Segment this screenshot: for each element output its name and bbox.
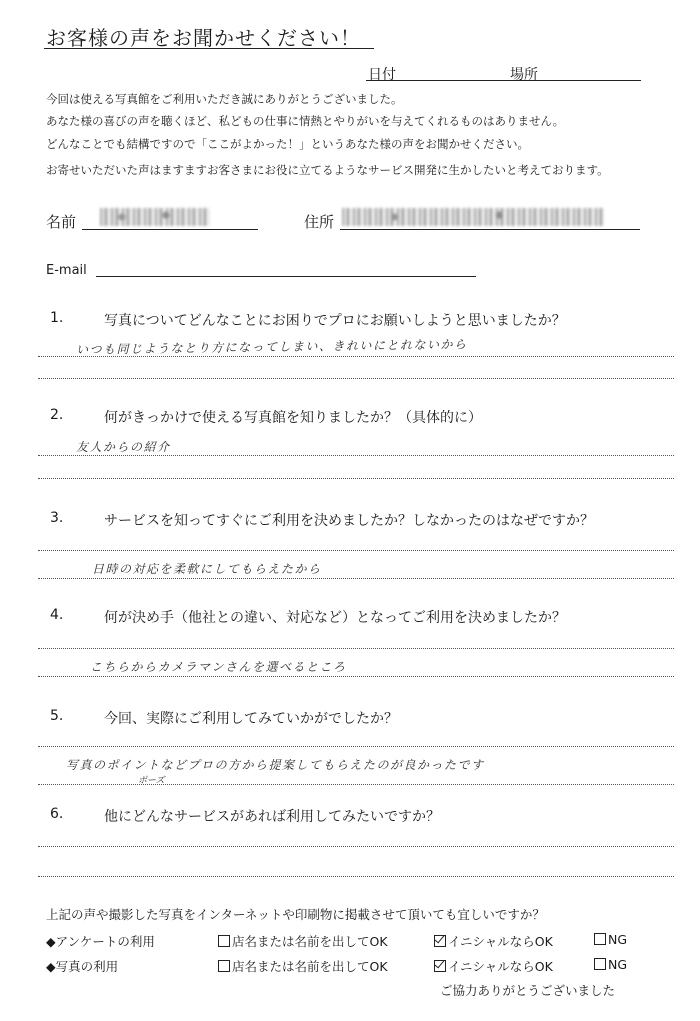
consent-option-ng[interactable]: NG [594,957,627,972]
consent-option-ng[interactable]: NG [594,932,627,947]
email-field[interactable] [96,276,476,277]
intro-line: お寄せいただいた声はますますお客さまにお役に立てるようなサービス開発に生かしたいと考えております。 [46,163,609,177]
answer-line[interactable] [38,356,674,357]
checkbox-icon[interactable] [218,935,230,947]
address-field[interactable] [340,229,640,230]
name-label: 名前 [46,213,77,231]
page-title: お客様の声をお聞かせください！ [46,26,361,50]
place-label: 場所 [510,67,538,83]
answer-line[interactable] [38,876,674,877]
title-underline [44,48,374,49]
handwritten-answer: 写真のポイントなどプロの方から提案してもらえたのが良かったです [66,758,485,772]
intro-line: どんなことでも結構ですので「ここがよかった！」というあなた様の声をお聞かせください。 [46,137,529,151]
question-number: 2. [50,407,64,423]
handwritten-note: ポーズ [138,776,165,786]
thanks-text: ご協力ありがとうございました [440,983,616,998]
consent-option-name[interactable]: 店名または名前を出してOK [218,957,388,975]
handwritten-answer: 友人からの紹介 [76,440,171,454]
answer-line[interactable] [38,846,674,847]
answer-line[interactable] [38,478,674,479]
question-number: 4. [50,607,64,623]
consent-row-label: ◆写真の利用 [46,959,119,974]
handwritten-answer: いつも同じようなとり方になってしまい、きれいにとれないから [75,337,468,357]
answer-line[interactable] [38,746,674,747]
question-number: 6. [50,806,64,822]
name-field[interactable] [82,229,258,230]
answer-line[interactable] [38,648,674,649]
date-place-line[interactable] [366,80,641,81]
consent-option-initial[interactable]: イニシャルならOK [434,932,553,950]
question-number: 1. [50,310,64,326]
question-text: サービスを知ってすぐにご利用を決めましたか？しなかったのはなぜですか？ [104,513,594,529]
handwritten-answer: 日時の対応を柔軟にしてもらえたから [92,562,322,576]
answer-line[interactable] [38,378,674,379]
checkbox-icon[interactable] [594,958,606,970]
question-text: 写真についてどんなことにお困りでプロにお願いしようと思いましたか？ [104,313,566,329]
checkbox-icon[interactable] [218,960,230,972]
intro-line: 今回は使える写真館をご利用いただき誠にありがとうございました。 [46,92,403,106]
question-text: 何が決め手（他社との違い、対応など）となってご利用を決めましたか？ [104,610,566,626]
address-label: 住所 [304,213,335,231]
answer-line[interactable] [38,550,674,551]
handwritten-answer: こちらからカメラマンさんを選べるところ [90,660,347,674]
date-label: 日付 [368,67,396,83]
answer-line[interactable] [38,578,674,579]
answer-line[interactable] [38,455,674,456]
question-text: 何がきっかけで使える写真館を知りましたか？（具体的に） [104,410,482,426]
question-number: 3. [50,510,64,526]
consent-option-name[interactable]: 店名または名前を出してOK [218,932,388,950]
question-text: 今回、実際にご利用してみていかがでしたか？ [104,711,398,727]
redacted-name [100,208,210,226]
redacted-address [342,208,604,226]
checked-checkbox-icon[interactable] [434,960,446,972]
intro-line: あなた様の喜びの声を聴くほど、私どもの仕事に情熱とやりがいを与えてくれるものはありません。 [46,114,565,128]
consent-option-initial[interactable]: イニシャルならOK [434,957,553,975]
question-number: 5. [50,708,64,724]
question-text: 他にどんなサービスがあれば利用してみたいですか？ [104,809,440,825]
checkbox-icon[interactable] [594,933,606,945]
email-label: E-mail [46,263,87,278]
checked-checkbox-icon[interactable] [434,935,446,947]
answer-line[interactable] [38,676,674,677]
answer-line[interactable] [38,784,674,785]
consent-row-label: ◆アンケートの利用 [46,934,155,949]
consent-question: 上記の声や撮影した写真をインターネットや印刷物に掲載させて頂いても宜しいですか？ [46,907,545,922]
